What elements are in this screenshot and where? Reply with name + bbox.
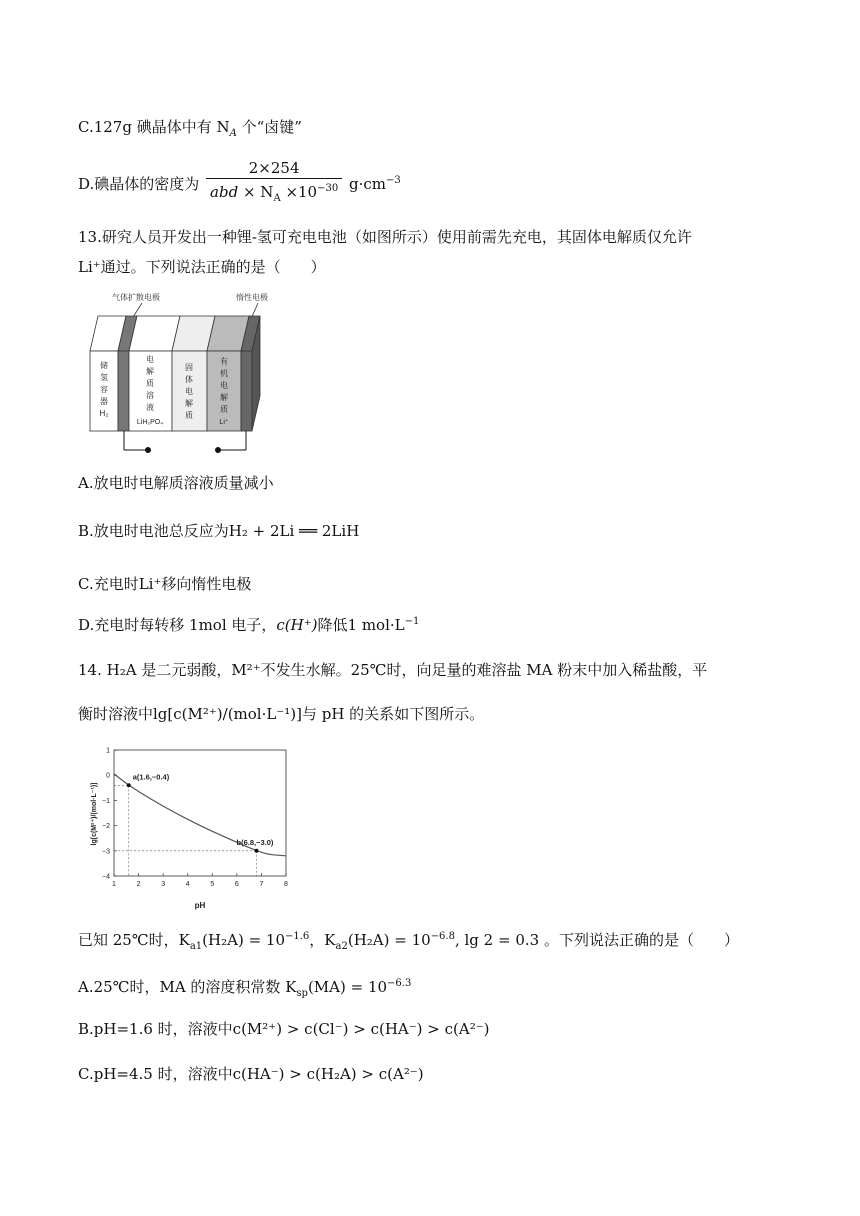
cell2-char-2: 质: [146, 379, 154, 388]
chart-ylabel: lg[c(M²⁺)/(mol·L⁻¹)]: [91, 782, 98, 846]
y-tick-label: −4: [102, 873, 110, 881]
cell1-char-3: 器: [100, 397, 108, 406]
x-tick-label: 8: [284, 881, 288, 888]
x-tick-label: 3: [161, 881, 166, 888]
cell1-char-2: 容: [100, 385, 108, 394]
q12-option-c: C.127g 碘晶体中有 $N_A$ 个“卤键”: [78, 118, 302, 139]
cell2-char-4: 液: [146, 403, 154, 412]
x-tick-label: 2: [136, 881, 141, 888]
y-tick-label: 0: [106, 772, 110, 780]
cell3-char-2: 电: [185, 387, 193, 396]
y-tick-label: 1: [106, 747, 110, 755]
q14-stem-line1: 14. H₂A 是二元弱酸，M²⁺不发生水解。25℃时，向足量的难溶盐 MA 粉末中加入稀盐酸，平: [78, 661, 708, 679]
data-point-label: b(6.8,−3.0): [236, 837, 274, 847]
data-point: [255, 849, 259, 853]
label-inert-electrode: 惰性电极: [236, 293, 268, 302]
cell3-char-0: 固: [185, 363, 193, 372]
cell1-char-0: 储: [100, 361, 108, 370]
cell4-char-2: 电: [220, 381, 228, 390]
x-tick-label: 1: [112, 881, 116, 888]
q14-option-a: A.25℃时，MA 的溶度积常数 $K_{sp}(MA) = 10^{-6.3}$: [78, 978, 412, 999]
chart-xlabel: pH: [194, 901, 206, 910]
cell4-char-0: 有: [220, 357, 228, 366]
x-tick-label: 7: [259, 881, 264, 888]
cell2-char-0: 电: [146, 355, 154, 364]
y-tick-label: −1: [102, 797, 110, 805]
cell2-char-5: LiH₂PO₄: [136, 419, 164, 426]
cell4-char-3: 解: [220, 393, 228, 402]
density-fraction: $\frac{2\times 254}{abd \times N_A \times 10^{-30}}$: [206, 158, 342, 209]
q14-stem-line2: 衡时溶液中lg[c(M²⁺)/(mol·L⁻¹)]与 pH 的关系如下图所示。: [78, 705, 485, 723]
x-tick-label: 5: [210, 881, 215, 888]
cell3-char-4: 质: [185, 411, 193, 420]
label-gas-diffusion-electrode: 气体扩散电极: [112, 293, 160, 302]
q13-option-a: A.放电时电解质溶液质量减小: [78, 474, 274, 492]
q13-option-c: C.充电时Li⁺移向惰性电极: [78, 575, 252, 593]
cell4-char-5: Li⁺: [219, 419, 229, 426]
x-tick-label: 6: [234, 881, 239, 888]
q12-option-d: D.碘晶体的密度为 $\frac{2\times 254}{abd \times N_A \times 10^{-30}}$ $g\cdot cm^{-3}$: [78, 158, 401, 209]
cell4-char-4: 质: [220, 405, 228, 414]
q13-option-b: B.放电时电池总反应为H₂ + 2Li ══ 2LiH: [78, 522, 360, 540]
q14-option-b: B.pH=1.6 时，溶液中c(M²⁺) > c(Cl⁻) > c(HA⁻) > c(A²⁻): [78, 1020, 490, 1038]
q13-option-d: D.充电时每转移 1mol 电子，c(H⁺)降低1 $mol\cdot L^{-1}$: [78, 616, 420, 634]
data-point-label: a(1.6,−0.4): [132, 772, 170, 782]
q13-stem-line1: 13.研究人员开发出一种锂-氢可充电电池（如图所示）使用前需先充电，其固体电解质仅允许: [78, 228, 692, 246]
y-tick-label: −2: [102, 823, 110, 831]
cell3-char-3: 解: [185, 399, 193, 408]
chart-frame: [114, 750, 286, 876]
battery-diagram: [82, 288, 282, 468]
data-point: [127, 783, 131, 787]
cell1-char-1: 氢: [100, 373, 108, 382]
ph-chart: [86, 742, 306, 912]
cell4-char-1: 机: [220, 369, 228, 378]
cell3-char-1: 体: [185, 375, 193, 384]
cell2-char-3: 溶: [146, 391, 154, 400]
cell2-char-1: 解: [146, 367, 154, 376]
y-tick-label: −3: [102, 848, 110, 856]
cell1-char-4: H₂: [99, 409, 109, 418]
q13-stem-line2: Li⁺通过。下列说法正确的是（ ）: [78, 258, 326, 276]
x-tick-label: 4: [185, 881, 190, 888]
q14-option-c: C.pH=4.5 时，溶液中c(HA⁻) > c(H₂A) > c(A²⁻): [78, 1065, 424, 1083]
q14-known: 已知 25℃时，$K_{a1}(H_2A) = 10^{-1.6}$，$K_{a2}(H_2A) = 10^{-6.8}$, lg 2 = 0.3 。下列说法正确的是（ ）: [78, 931, 739, 952]
